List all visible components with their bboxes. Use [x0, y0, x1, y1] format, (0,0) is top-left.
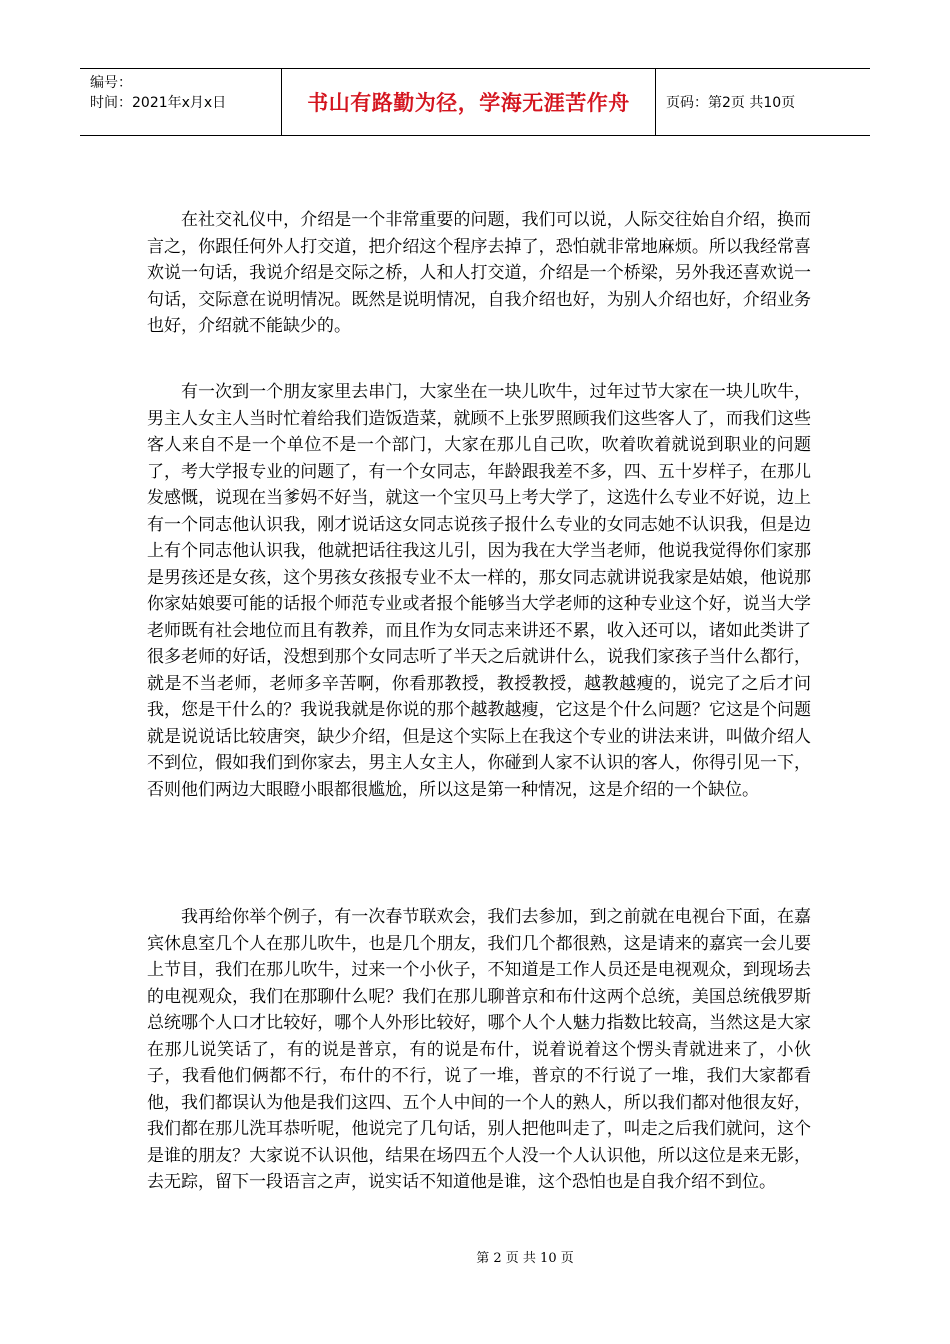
page-footer — [0, 1247, 950, 1266]
header-motto — [282, 69, 656, 135]
motto-text: 书山有路勤为径，学海无涯苦作舟 — [307, 91, 630, 115]
header-page-info — [656, 69, 870, 135]
paragraph-example-1: 有一次到一个朋友家里去串门，大家坐在一块儿吹牛，过年过节大家在一块儿吹牛，男主人女主人当时忙着给我们造饭造菜，就顾不上张罗照顾我们这些客人了，而我们这些客人来自不是一个单位不是一个部门，大家在那儿自己吹，吹着吹着就说到职业的问题了，考大学报专业的问题了，有一个女同志，年龄跟我差不多，四、五十岁样子，在那儿发感慨，说现在当爹妈不好当，就这一个宝贝马上考大学了，这选什么专业不好说，边上有一个同志他认识我，刚才说话这女同志说孩子报什么专业的女同志她不认识我，但是边上有个同志他认识我，他就把话往我这儿引，因为我在大学当老师，他说我觉得你们家那是男孩还是女孩，这个男孩女孩报专业不太一样的，那女同志就讲说我家是姑娘，他说那你家姑娘要可能的话报个师范专业或者报个能够当大学老师的这种专业这个好，说当大学老师既有社会地位而且有教养，而且作为女同志来讲还不累，收入还可以，诸如此类讲了很多老师的好话，没想到那个女同志听了半天之后就讲什么，说我们家孩子当什么都行，就是不当老师，老师多辛苦啊，你看那教授，教授教授，越教越瘦的，说完了之后才问我，您是干什么的？我说我就是你说的那个越教越瘦，它这是个什么问题？它这是个问题就是说说话比较唐突，缺少介绍，但是这个实际上在我这个专业的讲法来讲，叫做介绍人不到位，假如我们到你家去，男主人女主人，你碰到人家不认识的客人，你得引见一下，否则他们两边大眼瞪小眼都很尴尬，所以这是第一种情况，这是介绍的一个缺位。 — [147, 382, 811, 800]
document-number-label: 编号： — [90, 75, 132, 91]
page-info-text: 页码：第2页 共10页 — [666, 95, 796, 111]
paragraph-intro: 在社交礼仪中，介绍是一个非常重要的问题，我们可以说，人际交往始自介绍，换而言之，你跟任何外人打交道，把介绍这个程序去掉了，恐怕就非常地麻烦。所以我经常喜欢说一句话，我说介绍是交际之桥，人和人打交道，介绍是一个桥梁，另外我还喜欢说一句话，交际意在说明情况。既然是说明情况，自我介绍也好，为别人介绍也好，介绍业务也好，介绍就不能缺少的。 — [147, 210, 811, 336]
paragraph-example-2: 我再给你举个例子，有一次春节联欢会，我们去参加，到之前就在电视台下面，在嘉宾休息室几个人在那儿吹牛，也是几个朋友，我们几个都很熟，这是请来的嘉宾一会儿要上节目，我们在那儿吹牛，过来一个小伙子，不知道是工作人员还是电视观众，到现场去的电视观众，我们在那聊什么呢？我们在那儿聊普京和布什这两个总统，美国总统俄罗斯总统哪个人口才比较好，哪个人外形比较好，哪个人个人魅力指数比较高，当然这是大家在那儿说笑话了，有的说是普京，有的说是布什，说着说着这个愣头青就进来了，小伙子，我看他们俩都不行，布什的不行，说了一堆，普京的不行说了一堆，我们大家都看他，我们都误认为他是我们这四、五个人中间的一个人的熟人，所以我们都对他很友好，我们都在那儿洗耳恭听呢，他说完了几句话，别人把他叫走了，叫走之后我们就问，这个是谁的朋友？大家说不认识他，结果在场四五个人没一个人认识他，所以这位是来无影，去无踪，留下一段语言之声，说实话不知道他是谁，这个恐怕也是自我介绍不到位。 — [147, 907, 811, 1192]
page-header — [80, 68, 870, 136]
document-time-label: 时间：2021年x月x日 — [90, 95, 227, 111]
footer-page-number: 第 2 页 共 10 页 — [476, 1251, 574, 1266]
header-meta — [80, 69, 282, 135]
